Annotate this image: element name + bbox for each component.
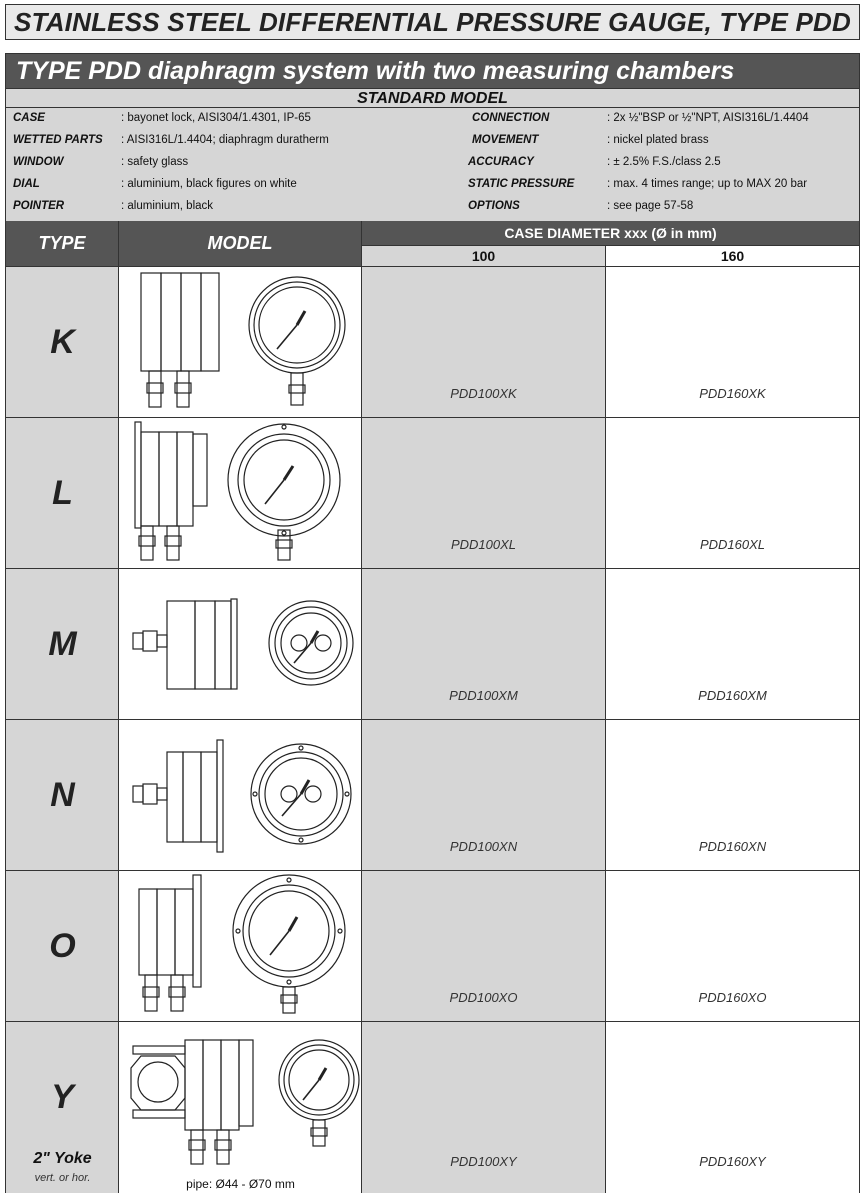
model-drawing-cell <box>119 569 362 719</box>
table-row <box>6 417 859 568</box>
model-drawing-cell <box>119 871 362 1021</box>
type-letter: M <box>48 624 77 663</box>
header-case-diameter: CASE DIAMETER xxx (Ø in mm) <box>362 221 859 245</box>
spec-value: : aluminium, black figures on white <box>121 178 297 190</box>
gauge-drawing-o <box>119 871 362 1021</box>
order-code-100: PDD100XN <box>449 839 518 854</box>
gauge-drawing-m <box>119 569 362 719</box>
pdd-section <box>5 53 860 1193</box>
spec-key: WINDOW <box>13 156 64 168</box>
table-row <box>6 266 859 417</box>
size-100-cell <box>362 569 606 719</box>
size-160-cell <box>606 871 859 1021</box>
gauge-drawing-n <box>119 720 362 870</box>
order-code-100: PDD100XO <box>449 990 518 1005</box>
spec-key: CASE <box>13 112 45 124</box>
order-code-160: PDD160XK <box>699 386 766 401</box>
gauge-drawing-l <box>119 418 362 568</box>
type-cell <box>6 720 119 870</box>
spec-value: : aluminium, black <box>121 200 214 212</box>
type-cell <box>6 569 119 719</box>
header-col-160: 160 <box>606 245 859 266</box>
model-drawing-cell <box>119 720 362 870</box>
size-100-cell <box>362 871 606 1021</box>
size-100-cell <box>362 418 606 568</box>
order-code-160: PDD160XN <box>698 839 767 854</box>
model-drawing-cell <box>119 267 362 417</box>
spec-value: : max. 4 times range; up to MAX 20 bar <box>607 178 808 190</box>
order-code-100: PDD100XM <box>449 688 518 703</box>
size-160-cell <box>606 418 859 568</box>
page-title: STAINLESS STEEL DIFFERENTIAL PRESSURE GAUGE, TYPE PDD <box>5 4 860 40</box>
header-model: MODEL <box>119 221 362 266</box>
type-letter: L <box>52 473 73 512</box>
order-code-160: PDD160XY <box>699 1154 766 1169</box>
order-code-100: PDD100XL <box>450 537 517 552</box>
spec-key: MOVEMENT <box>472 134 539 146</box>
type-cell <box>6 267 119 417</box>
gauge-drawing-y <box>119 1022 362 1172</box>
specifications-block <box>6 108 859 221</box>
size-100-cell <box>362 1022 606 1193</box>
spec-key: DIAL <box>13 178 40 190</box>
standard-model-heading: STANDARD MODEL <box>6 88 859 108</box>
table-row <box>6 1021 859 1193</box>
size-160-cell <box>606 720 859 870</box>
type-letter: O <box>49 926 76 965</box>
size-160-cell <box>606 267 859 417</box>
table-row <box>6 870 859 1021</box>
spec-value: : ± 2.5% F.S./class 2.5 <box>607 156 721 168</box>
order-code-100: PDD100XY <box>450 1154 517 1169</box>
size-100-cell <box>362 720 606 870</box>
order-code-160: PDD160XM <box>698 688 767 703</box>
spec-value: : see page 57-58 <box>607 200 694 212</box>
table-row <box>6 568 859 719</box>
spec-value: : bayonet lock, AISI304/1.4301, IP-65 <box>121 112 311 124</box>
header-type: TYPE <box>6 221 119 266</box>
model-table <box>6 221 859 1193</box>
spec-value: : AISI316L/1.4404; diaphragm duratherm <box>121 134 329 146</box>
size-160-cell <box>606 1022 859 1193</box>
spec-value: : safety glass <box>121 156 189 168</box>
table-row <box>6 719 859 870</box>
size-100-cell <box>362 267 606 417</box>
spec-key: STATIC PRESSURE <box>468 178 575 190</box>
order-code-160: PDD160XO <box>698 990 767 1005</box>
type-letter: N <box>50 775 75 814</box>
spec-value: : 2x ½"BSP or ½"NPT, AISI316L/1.4404 <box>607 112 809 124</box>
type-cell <box>6 418 119 568</box>
yoke-label: 2" Yoke <box>33 1150 92 1167</box>
yoke-orientation-note: vert. or hor. <box>34 1172 91 1184</box>
table-header <box>6 221 859 266</box>
size-160-cell <box>606 569 859 719</box>
type-letter: Y <box>51 1077 74 1116</box>
type-letter: K <box>50 322 75 361</box>
pipe-range-note: pipe: Ø44 - Ø70 mm <box>186 1177 295 1191</box>
spec-key: POINTER <box>13 200 65 212</box>
type-cell <box>6 871 119 1021</box>
spec-key: CONNECTION <box>472 112 550 124</box>
spec-key: OPTIONS <box>468 200 520 212</box>
spec-key: WETTED PARTS <box>13 134 103 146</box>
section-title: TYPE PDD diaphragm system with two measuring chambers <box>6 54 859 88</box>
spec-key: ACCURACY <box>468 156 534 168</box>
order-code-160: PDD160XL <box>699 537 766 552</box>
model-drawing-cell <box>119 418 362 568</box>
spec-value: : nickel plated brass <box>607 134 709 146</box>
header-col-100: 100 <box>362 245 606 266</box>
order-code-100: PDD100XK <box>450 386 517 401</box>
type-cell <box>6 1022 119 1193</box>
gauge-drawing-k <box>119 267 362 417</box>
model-drawing-cell <box>119 1022 362 1193</box>
